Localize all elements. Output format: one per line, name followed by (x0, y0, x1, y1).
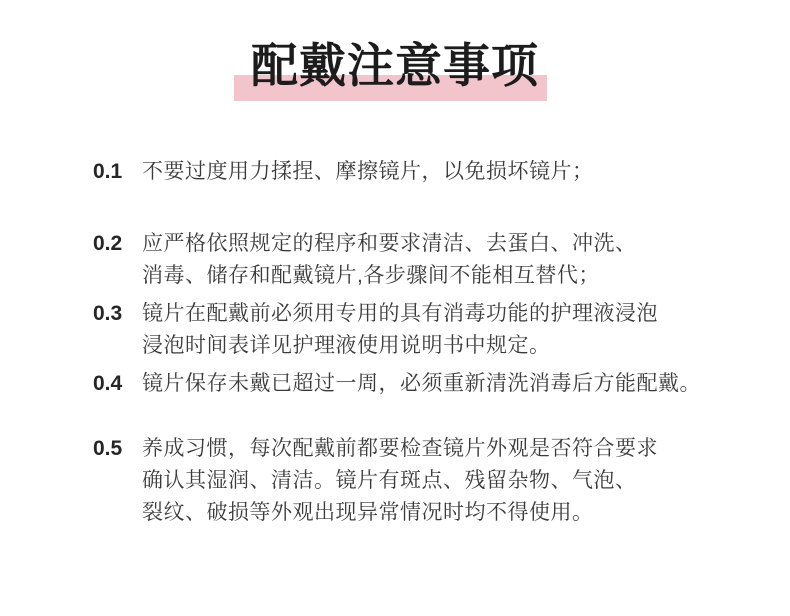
item-line: 裂纹、破损等外观出现异常情况时均不得使用。 (142, 501, 594, 524)
item-text (142, 433, 740, 529)
item-line: 浸泡时间表详见护理液使用说明书中规定。 (142, 334, 551, 357)
title-block (0, 0, 790, 92)
list-item (93, 433, 740, 529)
page-title (251, 40, 539, 92)
item-number: 0.4 (93, 372, 123, 395)
item-line: 应严格依照规定的程序和要求清洁、去蛋白、冲洗、 (142, 232, 637, 255)
item-line: 镜片在配戴前必须用专用的具有消毒功能的护理液浸泡 (142, 302, 658, 325)
item-number: 0.3 (93, 302, 123, 325)
item-line: 镜片保存未戴已超过一周，必须重新清洗消毒后方能配戴。 (142, 372, 701, 395)
item-number: 0.1 (93, 160, 123, 183)
item-number: 0.2 (93, 232, 123, 255)
list-item (93, 298, 740, 362)
item-text (142, 156, 740, 188)
item-line: 确认其湿润、清洁。镜片有斑点、残留杂物、气泡、 (142, 469, 637, 492)
list-item (93, 156, 740, 188)
item-line: 消毒、储存和配戴镜片,各步骤间不能相互替代； (142, 264, 600, 287)
item-text (142, 298, 740, 362)
item-number: 0.5 (93, 437, 123, 460)
precautions-list (0, 156, 790, 529)
item-line: 不要过度用力揉捏、摩擦镜片，以免损坏镜片； (142, 160, 594, 183)
item-text (142, 368, 740, 400)
title-text: 配戴注意事项 (251, 39, 539, 92)
list-item (93, 368, 740, 400)
item-text (142, 228, 740, 292)
list-item (93, 228, 740, 292)
item-line: 养成习惯，每次配戴前都要检查镜片外观是否符合要求 (142, 437, 658, 460)
